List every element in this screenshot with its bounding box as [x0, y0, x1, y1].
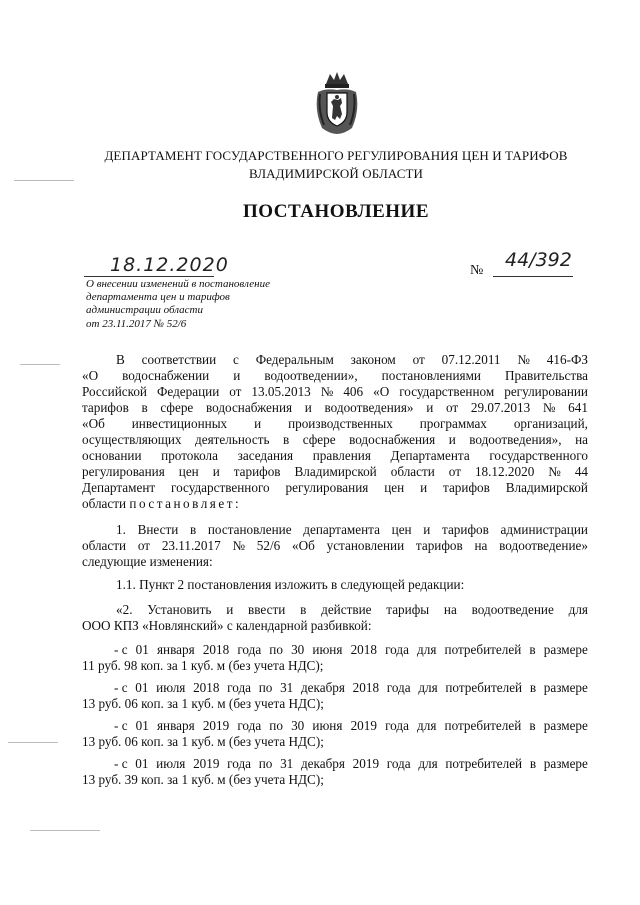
- word: по: [258, 756, 273, 771]
- word: размере: [543, 718, 588, 733]
- word: водоотведении»,: [264, 368, 358, 383]
- word: - с: [114, 680, 128, 695]
- word: Департамента: [390, 448, 470, 463]
- word: №: [548, 464, 561, 479]
- word: водоснабжении: [122, 368, 210, 383]
- word: №: [320, 384, 334, 399]
- word: Федеральным: [255, 352, 334, 367]
- word: размере: [543, 756, 588, 771]
- word: цен: [384, 480, 405, 495]
- word: потребителей: [445, 680, 523, 695]
- word: водоотведения»: [324, 400, 414, 415]
- word: в: [189, 522, 197, 537]
- word: инвестиционных: [131, 416, 228, 431]
- word: ввести: [248, 602, 286, 617]
- word: для: [417, 718, 437, 733]
- paragraph-line: [82, 602, 588, 618]
- word: потребителей: [445, 756, 523, 771]
- scan-noise: [30, 830, 100, 831]
- word: 416-ФЗ: [546, 352, 588, 367]
- word: основании: [82, 448, 142, 463]
- word: в: [529, 718, 536, 733]
- word: действие: [321, 602, 372, 617]
- word: 31: [280, 680, 294, 695]
- tariff-period-item: [82, 680, 588, 712]
- word: года: [227, 756, 252, 771]
- word: - с: [114, 642, 128, 657]
- item-2-paragraph: [82, 602, 588, 634]
- word: государственного: [489, 448, 588, 463]
- word: водоснабжения: [349, 432, 436, 447]
- word: администрации: [500, 522, 588, 537]
- word: в: [529, 680, 537, 695]
- word: Владимирской: [294, 464, 377, 479]
- department-name-line2: ВЛАДИМИРСКОЙ ОБЛАСТИ: [248, 166, 424, 181]
- word: - с: [114, 756, 128, 771]
- word: и: [212, 464, 220, 479]
- tariff-periods-list: [82, 642, 588, 794]
- word: 1.: [116, 522, 126, 537]
- word: для: [418, 680, 438, 695]
- word: регулирования: [82, 464, 165, 479]
- word: и: [426, 400, 434, 415]
- word: 29.07.2013: [470, 400, 531, 415]
- word: Владимирской: [505, 480, 588, 495]
- word: 44: [574, 464, 588, 479]
- subject-line: департамента цен и тарифов: [86, 291, 230, 304]
- word: Российской: [82, 384, 147, 399]
- word: соответствии: [141, 352, 217, 367]
- word: июля: [156, 680, 186, 695]
- word: осуществляющих: [82, 432, 182, 447]
- paragraph-line: [82, 416, 588, 432]
- word: водоотведение»: [499, 538, 588, 553]
- subject-line: О внесении изменений в постановление: [86, 278, 270, 290]
- item-1-1-paragraph: [82, 577, 588, 593]
- word: потребителей: [444, 642, 522, 657]
- word: 30: [291, 642, 305, 657]
- word: постановлениями: [381, 368, 481, 383]
- word: для: [417, 642, 437, 657]
- word: года: [227, 680, 252, 695]
- word: от: [445, 400, 459, 415]
- word: деятельность: [195, 432, 270, 447]
- word: и: [448, 432, 456, 447]
- paragraph-line: [82, 496, 588, 512]
- paragraph-line: следующие изменения:: [82, 554, 213, 569]
- word: «О: [82, 368, 99, 383]
- word: производственных: [288, 416, 393, 431]
- tariff-value-line: 13 руб. 06 коп. за 1 куб. м (без учета НДС);: [82, 734, 324, 749]
- subject-line: от 23.11.2017 № 52/6: [86, 317, 187, 330]
- scan-noise: [8, 742, 58, 743]
- word: года: [385, 642, 409, 657]
- word: в: [529, 642, 536, 657]
- word: тарифов: [443, 480, 490, 495]
- word: 18.12.2020: [474, 464, 535, 479]
- word: июля: [156, 756, 186, 771]
- word: от: [137, 538, 151, 553]
- word: постановление: [207, 522, 292, 537]
- word: с: [233, 352, 239, 367]
- word: цен: [178, 464, 199, 479]
- word: регулирования: [285, 480, 369, 495]
- word: цен: [391, 522, 412, 537]
- word: 01: [135, 642, 149, 657]
- word: тарифов: [415, 538, 463, 553]
- word: 2019: [350, 718, 377, 733]
- word: для: [568, 602, 588, 617]
- word: - с: [114, 718, 128, 733]
- word: Внести: [137, 522, 179, 537]
- subject-line: администрации области: [86, 304, 203, 317]
- paragraph-line: [82, 538, 588, 554]
- paragraph-line: [82, 718, 588, 734]
- word: по: [258, 680, 273, 695]
- word: 13.05.2013: [251, 384, 311, 399]
- word: по: [269, 718, 283, 733]
- word: в: [529, 756, 537, 771]
- resolution-word: постановляет:: [129, 496, 242, 511]
- word: 2019: [202, 718, 230, 733]
- word: тарифы: [386, 602, 430, 617]
- word: 30: [291, 718, 305, 733]
- tariff-period-item: [82, 718, 588, 750]
- department-name-line1: ДЕПАРТАМЕНТ ГОСУДАРСТВЕННОГО РЕГУЛИРОВАНИЯ ЦЕН И ТАРИФОВ: [104, 148, 568, 163]
- word: 641: [568, 400, 588, 415]
- word: и: [233, 368, 241, 383]
- word: области: [390, 464, 435, 479]
- word: государственном: [399, 384, 495, 399]
- paragraph-line: [82, 756, 588, 772]
- preamble-paragraph: [82, 352, 588, 512]
- word: 2018: [202, 642, 230, 657]
- word: декабря: [300, 756, 345, 771]
- tariff-period-item: [82, 642, 588, 674]
- word: 2019: [193, 756, 220, 771]
- word: «Об: [292, 538, 315, 553]
- word: Правительства: [505, 368, 588, 383]
- tariff-value-line: 11 руб. 98 коп. за 1 куб. м (без учета НДС);: [82, 658, 324, 673]
- word: в: [282, 432, 290, 447]
- word: «Об: [82, 416, 105, 431]
- word: от: [229, 384, 242, 399]
- word: от: [448, 464, 461, 479]
- word: года: [385, 718, 409, 733]
- word: тарифов: [233, 464, 281, 479]
- word: и: [304, 400, 312, 415]
- word: тарифов: [442, 522, 489, 537]
- word: от: [412, 352, 425, 367]
- document-subject: [86, 278, 316, 331]
- word: года: [237, 642, 262, 657]
- word: 406: [343, 384, 364, 399]
- word: водоснабжения: [205, 400, 293, 415]
- word: года: [386, 680, 411, 695]
- paragraph-line: [82, 464, 588, 480]
- number-underline: [493, 276, 573, 277]
- word: и: [254, 416, 262, 431]
- word: установлении: [326, 538, 405, 553]
- paragraph-line: [82, 522, 588, 538]
- paragraph-line: [82, 432, 588, 448]
- word: в: [300, 602, 307, 617]
- tariff-value-line: 13 руб. 06 коп. за 1 куб. м (без учета НДС);: [82, 696, 324, 711]
- word: в: [141, 400, 148, 415]
- word: и: [420, 480, 428, 495]
- word: водоотведение: [471, 602, 554, 617]
- paragraph-line: ООО КПЗ «Новлянский» с календарной разбивкой:: [82, 618, 372, 633]
- word: и: [226, 602, 234, 617]
- word: Департамент: [82, 480, 156, 495]
- word: 2018: [350, 642, 377, 657]
- handwritten-date: 18.12.2020: [110, 254, 229, 276]
- word: июня: [312, 718, 343, 733]
- word: государственного: [171, 480, 270, 495]
- word: департамента: [303, 522, 380, 537]
- word: 01: [135, 718, 149, 733]
- word: 31: [280, 756, 294, 771]
- word: декабря: [300, 680, 345, 695]
- word: №: [542, 400, 556, 415]
- word: 52/6: [256, 538, 281, 553]
- word: января: [156, 642, 195, 657]
- word: правления: [312, 448, 371, 463]
- coat-of-arms-icon: [312, 70, 362, 136]
- tariff-period-item: [82, 756, 588, 788]
- word: и: [423, 522, 431, 537]
- word: тарифов: [82, 400, 129, 415]
- word: потребителей: [444, 718, 522, 733]
- paragraph-line: [82, 480, 588, 496]
- number-sign: №: [470, 263, 484, 278]
- word: «О: [373, 384, 390, 399]
- word: 23.11.2017: [161, 538, 221, 553]
- word: 2018: [193, 680, 220, 695]
- word: водоотведения»,: [469, 432, 562, 447]
- item-1-paragraph: [82, 522, 588, 570]
- word: протокола: [161, 448, 218, 463]
- word: регулировании: [504, 384, 588, 399]
- text-fragment: области: [82, 496, 127, 511]
- word: года: [386, 756, 411, 771]
- word: на: [443, 602, 457, 617]
- word: Федерации: [156, 384, 220, 399]
- word: В: [116, 352, 125, 367]
- word: на: [474, 538, 488, 553]
- paragraph-line: [82, 400, 588, 416]
- paragraph-line: [82, 448, 588, 464]
- document-type-title: ПОСТАНОВЛЕНИЕ: [242, 201, 430, 222]
- word: Установить: [147, 602, 212, 617]
- word: на: [575, 432, 588, 447]
- word: организаций,: [513, 416, 588, 431]
- word: июня: [312, 642, 343, 657]
- word: сфере: [302, 432, 336, 447]
- word: программах: [419, 416, 487, 431]
- word: области: [82, 538, 127, 553]
- word: «2.: [116, 602, 133, 617]
- word: размере: [543, 642, 588, 657]
- word: января: [156, 718, 195, 733]
- word: заседания: [237, 448, 294, 463]
- paragraph-line: 1.1. Пункт 2 постановления изложить в следующей редакции:: [116, 577, 465, 592]
- word: размере: [543, 680, 588, 695]
- word: 2018: [352, 680, 380, 695]
- word: по: [269, 642, 283, 657]
- word: законом: [350, 352, 396, 367]
- scan-noise: [20, 364, 60, 365]
- word: №: [517, 352, 530, 367]
- handwritten-number: 44/392: [505, 249, 572, 271]
- word: года: [237, 718, 262, 733]
- word: 01: [135, 756, 149, 771]
- word: 07.12.2011: [441, 352, 501, 367]
- word: 01: [135, 680, 149, 695]
- paragraph-line: [82, 680, 588, 696]
- word: 2019: [352, 756, 380, 771]
- paragraph-line: [82, 368, 588, 384]
- word: для: [418, 756, 438, 771]
- paragraph-line: [82, 352, 588, 368]
- word: сфере: [160, 400, 194, 415]
- word: №: [232, 538, 246, 553]
- scan-noise: [14, 180, 74, 181]
- paragraph-line: [82, 642, 588, 658]
- paragraph-line: [82, 384, 588, 400]
- tariff-value-line: 13 руб. 39 коп. за 1 куб. м (без учета НДС);: [82, 772, 324, 787]
- date-underline: [84, 276, 214, 277]
